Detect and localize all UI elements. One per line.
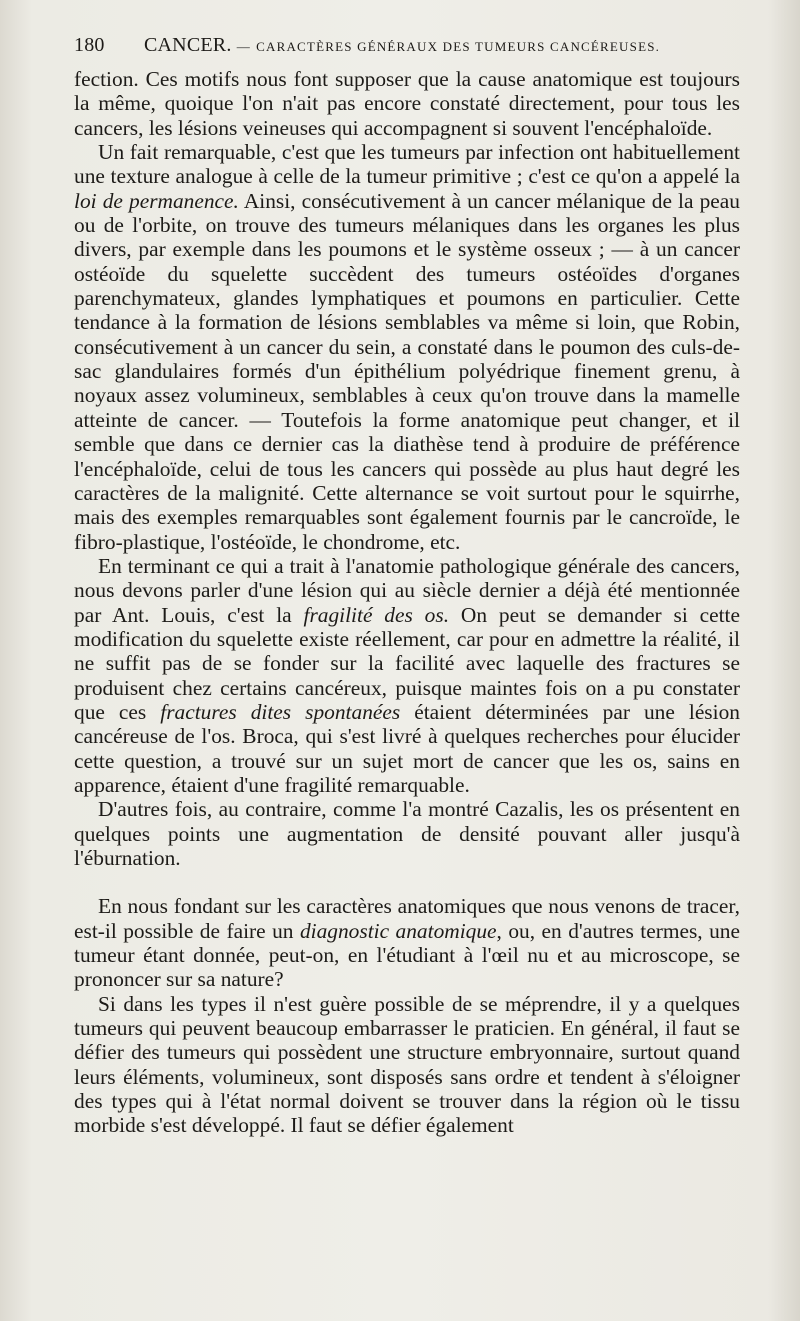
- paragraph-3-emphasis-1: fragilité des os.: [303, 602, 450, 627]
- running-subtitle: CARACTÈRES GÉNÉRAUX DES TUMEURS CANCÉREUSES.: [256, 39, 661, 54]
- paragraph-5-text-a: En nous fondant sur les caractères anatomiques que nous venons de tracer, est-il possible de faire un: [74, 894, 740, 943]
- paragraph-3-text-a: En terminant ce qui a trait à l'anatomie pathologique générale des cancers, nous devons parler d'une lésion qui au siècle dernier a déjà été mentionnée par Ant. Louis, c'est la: [74, 553, 740, 627]
- paragraph-5-emphasis: diagnostic anatomique: [299, 918, 497, 943]
- paragraph-6-text: Si dans les types il n'est guère possible de se méprendre, il y a quelques tumeurs qui peuvent beaucoup embarrasser le praticien. En général, il faut se défier des tumeurs qui possèdent une structure embryonnaire, surtout quand leurs éléments, volumineux, sont disposés sans ordre et tendent à s'éloigner des types qui à l'état normal doivent se trouver dans la région où le tissu morbide s'est développé. Il faut se défier également: [74, 991, 740, 1138]
- paragraph-3-text-b: On peut se demander si cette modification du squelette existe réellement, car pour en admettre la réalité, il ne suffit pas de se fonder sur la facilité avec laquelle des fractures se produisent chez certains cancéreux, puisque maintes fois on a pu constater que ces: [74, 602, 740, 724]
- running-title: CANCER.: [144, 34, 232, 56]
- paragraph-4: [74, 797, 740, 870]
- paragraph-2-text-a: Un fait remarquable, c'est que les tumeurs par infection ont habituellement une texture analogue à celle de la tumeur primitive ; c'est ce qu'on a appelé la: [74, 140, 740, 189]
- running-header: [74, 34, 744, 57]
- paragraph-3-emphasis-2: fractures dites spontanées: [160, 699, 401, 724]
- paragraph-2: [74, 140, 740, 554]
- paragraph-3: [74, 554, 740, 797]
- paragraph-6: [74, 992, 740, 1138]
- page-number: 180: [74, 34, 105, 56]
- paragraph-1-text: fection. Ces motifs nous font supposer que la cause anatomique est toujours la même, quoique l'on n'ait pas encore constaté directement, pour tous les cancers, les lésions veineuses qui accompagnent si souvent l'encéphaloïde.: [74, 67, 740, 140]
- page-body: [74, 67, 740, 1138]
- paragraph-2-text-b: Ainsi, consécutivement à un cancer mélanique de la peau ou de l'orbite, on trouve des tumeurs mélaniques dans les organes les plus divers, par exemple dans les poumons et le système osseux ; — à un cancer ostéoïde du squelette succèdent des tumeurs ostéoïdes d'organes parenchymateux, glandes lymphatiques et poumons en particulier. Cette tendance à la formation de lésions semblables va même si loin, que Robin, consécutivement à un cancer du sein, a constaté dans le poumon des culs-de-sac glandulaires formés d'un épithélium polyédrique finement grenu, à noyaux assez volumineux, semblables à ceux qu'on trouve dans la mamelle atteinte de cancer. — Toutefois la forme anatomique peut changer, et il semble que dans ce dernier cas la diathèse tend à produire de préférence l'encéphaloïde, celui de tous les cancers qui possède au plus haut degré les caractères de la malignité. Cette alternance se voit surtout pour le squirrhe, mais des exemples remarquables sont également fournis par le cancroïde, le fibro-plastique, l'ostéoïde, le chondrome, etc.: [74, 188, 740, 554]
- paragraph-4-text: D'autres fois, au contraire, comme l'a montré Cazalis, les os présentent en quelques points une augmentation de densité pouvant aller jusqu'à l'éburnation.: [74, 797, 740, 870]
- paragraph-1: [74, 67, 740, 140]
- paragraph-5: [74, 894, 740, 991]
- paragraph-3-text-c: étaient déterminées par une lésion cancéreuse de l'os. Broca, qui s'est livré à quelques recherches pour élucider cette question, a trouvé sur un sujet mort de cancer que les os, sains en apparence, étaient d'une fragilité remarquable.: [74, 699, 740, 797]
- header-dash: —: [236, 39, 251, 54]
- paragraph-5-text-b: , ou, en d'autres termes, une tumeur étant donnée, peut-on, en l'étudiant à l'œil nu et au microscope, se prononcer sur sa nature?: [74, 918, 740, 992]
- paragraph-2-emphasis: loi de permanence.: [74, 188, 239, 213]
